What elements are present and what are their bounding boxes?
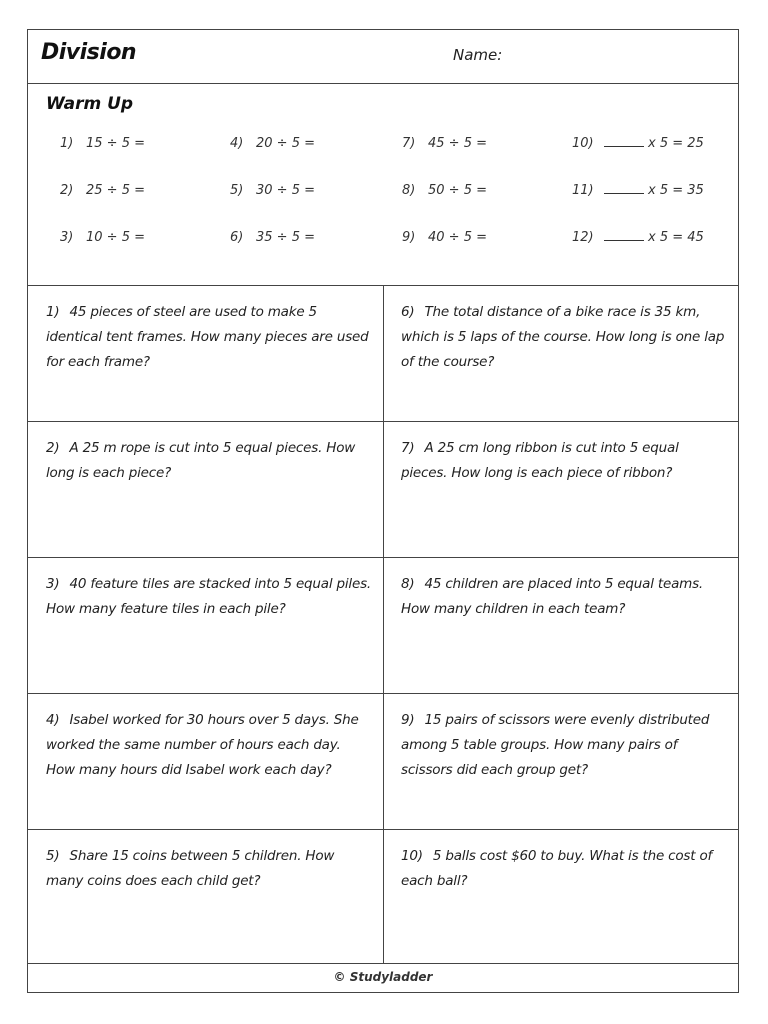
- warm-up-item-expression: x 5 = 45: [648, 230, 704, 245]
- warm-up-item-number: 6): [230, 230, 244, 245]
- problem-text: 15 pairs of scissors were evenly distributed among 5 table groups. How many pairs of scissors did each group get?: [401, 712, 710, 778]
- warm-up-title: Warm Up: [46, 94, 134, 114]
- worksheet-title: Division: [41, 40, 137, 65]
- word-problem-9: [384, 694, 738, 830]
- problem-text: A 25 cm long ribbon is cut into 5 equal pieces. How long is each piece of ribbon?: [401, 440, 679, 481]
- warm-up-item-10: [572, 136, 704, 151]
- answer-blank[interactable]: [604, 183, 644, 194]
- problem-number: 2): [46, 440, 60, 456]
- answer-blank[interactable]: [604, 230, 644, 241]
- word-problems-grid: [28, 286, 738, 964]
- problem-text: Share 15 coins between 5 children. How many coins does each child get?: [46, 848, 335, 889]
- word-problem-4: [28, 694, 384, 830]
- word-problem-8: [384, 558, 738, 694]
- warm-up-item-number: 11): [572, 183, 594, 198]
- problem-text: The total distance of a bike race is 35 km, which is 5 laps of the course. How long is one lap of the course?: [401, 304, 725, 370]
- warm-up-item-expression: x 5 = 25: [648, 136, 704, 151]
- problem-number: 6): [401, 304, 415, 320]
- warm-up-item-9: [402, 230, 487, 245]
- warm-up-item-number: 7): [402, 136, 416, 151]
- problem-number: 4): [46, 712, 60, 728]
- warm-up-item-3: [60, 230, 145, 245]
- warm-up-item-8: [402, 183, 487, 198]
- problem-text: A 25 m rope is cut into 5 equal pieces. How long is each piece?: [46, 440, 356, 481]
- warm-up-item-number: 3): [60, 230, 74, 245]
- problem-number: 9): [401, 712, 415, 728]
- problem-text: 45 pieces of steel are used to make 5 identical tent frames. How many pieces are used for each frame?: [46, 304, 369, 370]
- problem-number: 3): [46, 576, 60, 592]
- warm-up-item-expression: 30 ÷ 5 =: [256, 183, 315, 198]
- warm-up-item-6: [230, 230, 315, 245]
- warm-up-section: [28, 84, 738, 286]
- warm-up-item-expression: 15 ÷ 5 =: [86, 136, 145, 151]
- warm-up-item-expression: 25 ÷ 5 =: [86, 183, 145, 198]
- warm-up-item-expression: 45 ÷ 5 =: [428, 136, 487, 151]
- warm-up-item-expression: 35 ÷ 5 =: [256, 230, 315, 245]
- problem-text: 45 children are placed into 5 equal teams. How many children in each team?: [401, 576, 704, 617]
- answer-blank[interactable]: [604, 136, 644, 147]
- warm-up-item-number: 1): [60, 136, 74, 151]
- problem-number: 10): [401, 848, 423, 864]
- warm-up-item-5: [230, 183, 315, 198]
- warm-up-item-expression: 10 ÷ 5 =: [86, 230, 145, 245]
- problem-number: 1): [46, 304, 60, 320]
- warm-up-item-expression: x 5 = 35: [648, 183, 704, 198]
- name-label: Name:: [453, 46, 503, 64]
- warm-up-item-expression: 50 ÷ 5 =: [428, 183, 487, 198]
- word-problem-6: [384, 286, 738, 422]
- warm-up-item-11: [572, 183, 704, 198]
- word-problem-1: [28, 286, 384, 422]
- word-problem-5: [28, 830, 384, 964]
- problem-text: Isabel worked for 30 hours over 5 days. She worked the same number of hours each day. How many hours did Isabel work each day?: [46, 712, 359, 778]
- warm-up-item-number: 9): [402, 230, 416, 245]
- worksheet-header: [28, 30, 738, 84]
- problem-number: 8): [401, 576, 415, 592]
- problem-text: 5 balls cost $60 to buy. What is the cost of each ball?: [401, 848, 713, 889]
- warm-up-item-1: [60, 136, 145, 151]
- warm-up-item-7: [402, 136, 487, 151]
- word-problem-2: [28, 422, 384, 558]
- warm-up-item-number: 4): [230, 136, 244, 151]
- warm-up-item-number: 10): [572, 136, 594, 151]
- warm-up-item-4: [230, 136, 315, 151]
- warm-up-item-2: [60, 183, 145, 198]
- warm-up-item-12: [572, 230, 704, 245]
- word-problem-7: [384, 422, 738, 558]
- warm-up-item-expression: 20 ÷ 5 =: [256, 136, 315, 151]
- warm-up-item-expression: 40 ÷ 5 =: [428, 230, 487, 245]
- word-problem-3: [28, 558, 384, 694]
- warm-up-item-number: 12): [572, 230, 594, 245]
- warm-up-item-number: 8): [402, 183, 416, 198]
- warm-up-item-number: 5): [230, 183, 244, 198]
- problem-text: 40 feature tiles are stacked into 5 equal piles. How many feature tiles in each pile?: [46, 576, 371, 617]
- word-problem-10: [384, 830, 738, 964]
- copyright-footer: © Studyladder: [333, 970, 433, 984]
- worksheet: [27, 29, 739, 993]
- problem-number: 5): [46, 848, 60, 864]
- problem-number: 7): [401, 440, 415, 456]
- warm-up-item-number: 2): [60, 183, 74, 198]
